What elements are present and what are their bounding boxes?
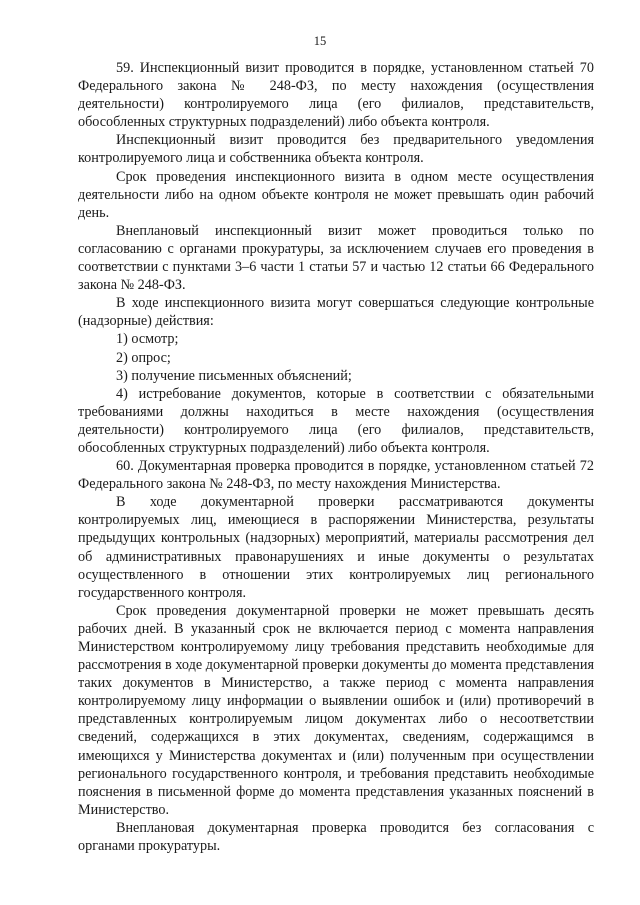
page-number: 15 bbox=[313, 34, 327, 48]
paragraph: Внеплановая документарная проверка проводится без согласования с органами прокуратуры. bbox=[78, 819, 594, 855]
paragraph: Инспекционный визит проводится без предварительного уведомления контролируемого лица и собственника объекта контроля. bbox=[78, 132, 594, 167]
paragraph: Срок проведения документарной проверки не может превышать десять рабочих дней. В указанный срок не включается период с момента направления Министерством контролируемому лицу требования представить необходимые для рассмотрения в ходе документарной проверки документы до момента представления таких документов в Министерство, а также период с момента направления контролируемому лицу информации о выявлении ошибок и (или) противоречий в представленных контролируемым лицом документах либо о несоответствии сведений, содержащихся в этих документах, сведениям, содержащимся в имеющихся у Министерства документах и (или) полученным при осуществлении регионального государственного контроля, и требования представить необходимые пояснения в письменной форме до момента представления указанных пояснений в Министерство. bbox=[78, 602, 594, 818]
paragraph: В ходе инспекционного визита могут совершаться следующие контрольные (надзорные) действия: bbox=[78, 295, 594, 330]
paragraph-59: 59. Инспекционный визит проводится в порядке, установленном статьей 70 Федерального закона № 248-ФЗ, по месту нахождения (осуществления деятельности) контролируемого лица (его филиалов, представительств, обособленных структурных подразделений) либо объекта контроля. bbox=[78, 60, 594, 131]
list-item: 2) опрос; bbox=[116, 349, 171, 366]
paragraph: Срок проведения инспекционного визита в одном месте осуществления деятельности либо на одном объекте контроля не может превышать один рабочий день. bbox=[78, 168, 594, 221]
paragraph: В ходе документарной проверки рассматриваются документы контролируемых лиц, имеющиеся в распоряжении Министерства, результаты предыдущих контрольных (надзорных) мероприятий, материалы рассмотрения дел об административных правонарушениях и иные документы о результатах осуществленного в отношении этих контролируемых лиц регионального государственного контроля. bbox=[78, 494, 594, 601]
list-item: 1) осмотр; bbox=[116, 331, 179, 348]
paragraph: Внеплановый инспекционный визит может проводиться только по согласованию с органами прокуратуры, за исключением случаев его проведения в соответствии с пунктами 3–6 части 1 статьи 57 и частью 12 статьи 66 Федерального закона № 248-ФЗ. bbox=[78, 222, 594, 294]
body-text bbox=[78, 59, 594, 855]
paragraph-60: 60. Документарная проверка проводится в порядке, установленном статьей 72 Федерального закона № 248-ФЗ, по месту нахождения Министерства. bbox=[78, 458, 594, 493]
list-item: 4) истребование документов, которые в соответствии с обязательными требованиями должны находиться в месте нахождения (осуществления деятельности) контролируемого лица (его филиалов, представительств, обособленных структурных подразделений) либо объекта контроля. bbox=[78, 385, 594, 456]
list-item: 3) получение письменных объяснений; bbox=[116, 367, 352, 384]
